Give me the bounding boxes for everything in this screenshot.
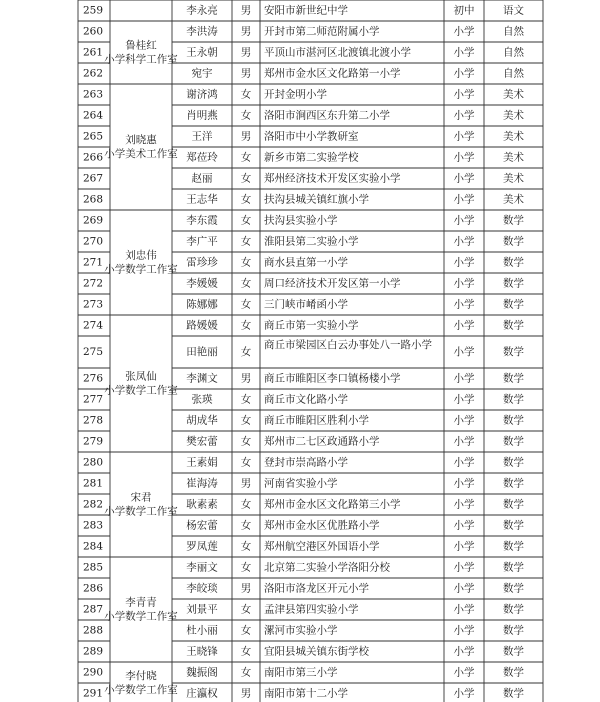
- teacher-gender: 女: [240, 88, 252, 101]
- school-name: 三门峡市崤函小学: [264, 298, 348, 311]
- teacher-name: 郑莅玲: [186, 151, 218, 164]
- school-name: 郑州市金水区优胜路小学: [264, 519, 380, 532]
- studio-name: 小学数学工作室: [104, 505, 178, 518]
- teaching-subject: 数学: [503, 393, 524, 406]
- row-number: 263: [83, 88, 104, 101]
- school-level: 小学: [453, 393, 475, 406]
- row-number: 274: [83, 319, 104, 332]
- school-name: 郑州市金水区文化路第三小学: [264, 498, 401, 511]
- school-level: 小学: [453, 46, 475, 59]
- school-level: 小学: [453, 235, 475, 248]
- teacher-name: 耿素素: [186, 498, 218, 511]
- school-level: 小学: [453, 603, 475, 616]
- school-level: 小学: [453, 666, 475, 679]
- row-number: 287: [83, 603, 104, 616]
- teacher-name: 刘景平: [186, 603, 218, 616]
- school-level: 小学: [453, 435, 475, 448]
- teacher-gender: 女: [240, 319, 252, 332]
- teaching-subject: 数学: [503, 372, 524, 385]
- teacher-gender: 女: [240, 456, 252, 469]
- teacher-name: 王素娟: [186, 456, 218, 469]
- teaching-subject: 美术: [503, 88, 524, 101]
- teacher-name: 杜小丽: [186, 624, 218, 637]
- teaching-subject: 数学: [503, 540, 524, 553]
- school-name: 开封金明小学: [264, 88, 327, 101]
- school-name: 新乡市第二实验学校: [264, 151, 359, 164]
- teacher-name: 王永朝: [186, 46, 218, 59]
- teaching-subject: 自然: [503, 25, 524, 38]
- teacher-gender: 女: [240, 435, 252, 448]
- school-name: 河南省实验小学: [264, 477, 338, 490]
- teacher-name: 罗凤莲: [186, 540, 218, 553]
- school-level: 小学: [453, 372, 475, 385]
- teacher-name: 路媛媛: [186, 319, 218, 332]
- row-number: 277: [83, 393, 104, 406]
- row-number: 282: [83, 498, 104, 511]
- row-number: 264: [83, 109, 104, 122]
- school-level: 小学: [453, 498, 475, 511]
- teacher-name: 陈娜娜: [186, 298, 218, 311]
- teacher-gender: 女: [240, 498, 252, 511]
- teaching-subject: 数学: [503, 477, 524, 490]
- row-number: 288: [83, 624, 104, 637]
- school-name: 宜阳县城关镇东街学校: [264, 645, 369, 658]
- teacher-name: 杨宏蕾: [186, 519, 218, 532]
- school-name: 洛阳市中小学教研室: [264, 130, 359, 143]
- teacher-name: 李媛媛: [186, 277, 218, 290]
- school-name: 周口经济技术开发区第一小学: [264, 277, 401, 290]
- teacher-gender: 女: [240, 393, 252, 406]
- teacher-gender: 女: [240, 172, 252, 185]
- school-level: 小学: [453, 277, 475, 290]
- teaching-subject: 数学: [503, 435, 524, 448]
- school-name: 洛阳市涧西区东升第二小学: [264, 109, 390, 122]
- teacher-gender: 男: [240, 67, 252, 80]
- teaching-subject: 数学: [503, 456, 524, 469]
- teacher-gender: 女: [240, 645, 252, 658]
- teacher-name: 樊宏蕾: [186, 435, 218, 448]
- school-level: 小学: [453, 256, 475, 269]
- school-name: 商丘市梁园区白云办事处八一路小学: [264, 339, 432, 351]
- teacher-name: 李洪涛: [186, 25, 218, 38]
- row-number: 269: [83, 214, 104, 227]
- school-level: 小学: [453, 151, 475, 164]
- studio-name: 小学数学工作室: [104, 610, 178, 623]
- teaching-subject: 数学: [503, 498, 524, 511]
- school-name: 北京第二实验小学洛阳分校: [264, 561, 390, 574]
- teacher-name: 谢济鸿: [186, 88, 218, 101]
- studio-host-name: 鲁桂红: [125, 39, 157, 52]
- row-number: 281: [83, 477, 104, 490]
- teacher-gender: 男: [240, 687, 252, 700]
- teaching-subject: 美术: [503, 151, 524, 164]
- teacher-gender: 男: [240, 46, 252, 59]
- row-number: 262: [83, 67, 104, 80]
- school-name: 郑州航空港区外国语小学: [264, 540, 380, 553]
- school-name: 南阳市第三小学: [264, 666, 338, 679]
- teacher-gender: 男: [240, 4, 252, 17]
- teaching-subject: 数学: [503, 582, 524, 595]
- teacher-gender: 女: [240, 277, 252, 290]
- teaching-subject: 数学: [503, 603, 524, 616]
- studio-name: 小学数学工作室: [104, 684, 178, 696]
- teacher-gender: 女: [240, 298, 252, 311]
- school-level: 小学: [453, 346, 475, 358]
- teacher-name: 李广平: [186, 235, 218, 248]
- teacher-gender: 女: [240, 256, 252, 269]
- school-level: 小学: [453, 414, 475, 427]
- school-level: 小学: [453, 109, 475, 122]
- row-number: 271: [83, 256, 104, 269]
- teacher-gender: 女: [240, 666, 252, 679]
- school-level: 小学: [453, 193, 475, 206]
- teaching-subject: 美术: [503, 130, 524, 143]
- school-name: 郑州市二七区政通路小学: [264, 435, 380, 448]
- teacher-gender: 女: [240, 151, 252, 164]
- teacher-gender: 女: [240, 346, 252, 358]
- teacher-name: 李丽文: [186, 561, 218, 574]
- teacher-name: 雷珍珍: [186, 256, 218, 269]
- studio-name: 小学数学工作室: [104, 263, 178, 276]
- studio-host-name: 宋君: [130, 491, 152, 504]
- teaching-subject: 自然: [503, 67, 524, 80]
- row-number: 265: [83, 130, 104, 143]
- teacher-name: 田艳丽: [186, 346, 218, 358]
- teacher-name: 赵丽: [191, 172, 213, 185]
- teacher-name: 庄瀛权: [186, 687, 218, 700]
- row-number: 260: [83, 25, 104, 38]
- teaching-subject: 数学: [503, 414, 524, 427]
- teaching-subject: 数学: [503, 319, 524, 332]
- school-name: 登封市崇高路小学: [264, 456, 348, 469]
- teacher-name: 李渊文: [186, 372, 218, 385]
- teacher-gender: 女: [240, 624, 252, 637]
- row-number: 267: [83, 172, 104, 185]
- school-level: 小学: [453, 214, 475, 227]
- teacher-gender: 男: [240, 582, 252, 595]
- school-level: 小学: [453, 519, 475, 532]
- row-number: 285: [83, 561, 104, 574]
- studio-host-name: 张凤仙: [125, 370, 157, 383]
- teacher-name: 王晓锋: [186, 645, 218, 658]
- row-number: 261: [83, 46, 104, 59]
- row-number: 270: [83, 235, 104, 248]
- school-name: 洛阳市洛龙区开元小学: [264, 582, 369, 595]
- studio-host-name: 刘晓惠: [125, 134, 157, 146]
- teacher-gender: 男: [240, 25, 252, 38]
- school-name: 商丘市睢阳区李口镇杨楼小学: [264, 372, 401, 385]
- teacher-gender: 女: [240, 540, 252, 553]
- teacher-name: 王志华: [186, 193, 218, 206]
- teaching-subject: 语文: [503, 4, 524, 17]
- school-level: 小学: [453, 624, 475, 637]
- teaching-subject: 数学: [503, 687, 524, 700]
- teacher-name: 张瑛: [191, 393, 213, 406]
- school-name: 商丘市睢阳区胜利小学: [264, 414, 369, 427]
- teaching-subject: 数学: [503, 277, 524, 290]
- studio-name: 小学数学工作室: [104, 384, 178, 397]
- studio-host-name: 李付晓: [125, 670, 157, 682]
- row-number: 273: [83, 298, 104, 311]
- school-level: 小学: [453, 130, 475, 143]
- school-name: 孟津县第四实验小学: [264, 603, 359, 616]
- studio-name: 小学科学工作室: [104, 53, 178, 66]
- school-level: 小学: [453, 456, 475, 469]
- row-number: 275: [83, 346, 104, 358]
- row-number: 291: [83, 687, 104, 700]
- teacher-name: 李永亮: [186, 4, 218, 17]
- school-level: 小学: [453, 645, 475, 658]
- teacher-gender: 男: [240, 372, 252, 385]
- teacher-gender: 女: [240, 214, 252, 227]
- teaching-subject: 数学: [503, 645, 524, 658]
- teaching-subject: 数学: [503, 519, 524, 532]
- row-number: 272: [83, 277, 104, 290]
- studio-name: 小学美术工作室: [104, 148, 178, 160]
- teacher-name: 宛宇: [191, 67, 213, 80]
- teaching-subject: 数学: [503, 624, 524, 637]
- school-name: 扶沟县城关镇红旗小学: [264, 193, 369, 206]
- row-number: 286: [83, 582, 104, 595]
- school-name: 商丘市文化路小学: [264, 393, 348, 406]
- teacher-name: 肖明燕: [186, 109, 218, 122]
- school-level: 初中: [453, 4, 475, 17]
- teaching-subject: 数学: [503, 256, 524, 269]
- school-level: 小学: [453, 540, 475, 553]
- school-level: 小学: [453, 477, 475, 490]
- teacher-gender: 女: [240, 109, 252, 122]
- teacher-gender: 男: [240, 477, 252, 490]
- row-number: 268: [83, 193, 104, 206]
- row-number: 266: [83, 151, 104, 164]
- teacher-name: 王洋: [191, 130, 213, 143]
- teacher-name: 李皎琰: [186, 582, 218, 595]
- teaching-subject: 数学: [503, 298, 524, 311]
- teacher-gender: 女: [240, 414, 252, 427]
- school-level: 小学: [453, 88, 475, 101]
- teacher-name: 魏振阁: [186, 666, 218, 679]
- teacher-gender: 男: [240, 130, 252, 143]
- school-name: 扶沟县实验小学: [264, 214, 338, 227]
- school-name: 淮阳县第二实验小学: [264, 235, 359, 248]
- school-level: 小学: [453, 582, 475, 595]
- teacher-gender: 女: [240, 235, 252, 248]
- teaching-subject: 数学: [503, 561, 524, 574]
- school-level: 小学: [453, 172, 475, 185]
- teacher-name: 崔海涛: [186, 477, 218, 490]
- row-number: 284: [83, 540, 104, 553]
- school-level: 小学: [453, 25, 475, 38]
- school-level: 小学: [453, 298, 475, 311]
- teaching-subject: 美术: [503, 193, 524, 206]
- school-name: 开封市第二师范附属小学: [264, 25, 380, 38]
- school-name: 漯河市实验小学: [264, 624, 338, 637]
- teacher-name: 胡成华: [186, 414, 218, 427]
- teacher-gender: 女: [240, 603, 252, 616]
- school-level: 小学: [453, 687, 475, 700]
- school-name: 郑州市金水区文化路第一小学: [264, 67, 401, 80]
- row-number: 280: [83, 456, 104, 469]
- school-name: 平顶山市湛河区北渡镇北渡小学: [264, 46, 411, 59]
- teaching-subject: 自然: [503, 46, 524, 59]
- teaching-subject: 数学: [503, 214, 524, 227]
- teaching-subject: 数学: [503, 235, 524, 248]
- school-name: 安阳市新世纪中学: [264, 4, 348, 17]
- teaching-subject: 美术: [503, 172, 524, 185]
- teaching-subject: 数学: [503, 346, 524, 358]
- row-number: 283: [83, 519, 104, 532]
- row-number: 279: [83, 435, 104, 448]
- school-name: 郑州经济技术开发区实验小学: [264, 172, 401, 185]
- teaching-subject: 数学: [503, 666, 524, 679]
- row-number: 290: [83, 666, 104, 679]
- row-number: 259: [83, 4, 104, 17]
- studio-host-name: 刘忠伟: [125, 249, 157, 262]
- row-number: 278: [83, 414, 104, 427]
- teaching-subject: 美术: [503, 109, 524, 122]
- school-level: 小学: [453, 319, 475, 332]
- row-number: 276: [83, 372, 104, 385]
- teacher-gender: 女: [240, 561, 252, 574]
- school-level: 小学: [453, 67, 475, 80]
- school-name: 商水县直第一小学: [264, 256, 348, 269]
- row-number: 289: [83, 645, 104, 658]
- studio-host-name: 李青青: [125, 596, 157, 609]
- school-name: 商丘市第一实验小学: [264, 319, 359, 332]
- teacher-gender: 女: [240, 519, 252, 532]
- school-level: 小学: [453, 561, 475, 574]
- school-name: 南阳市第十二小学: [264, 687, 348, 700]
- teacher-gender: 女: [240, 193, 252, 206]
- teacher-name: 李东霞: [186, 214, 218, 227]
